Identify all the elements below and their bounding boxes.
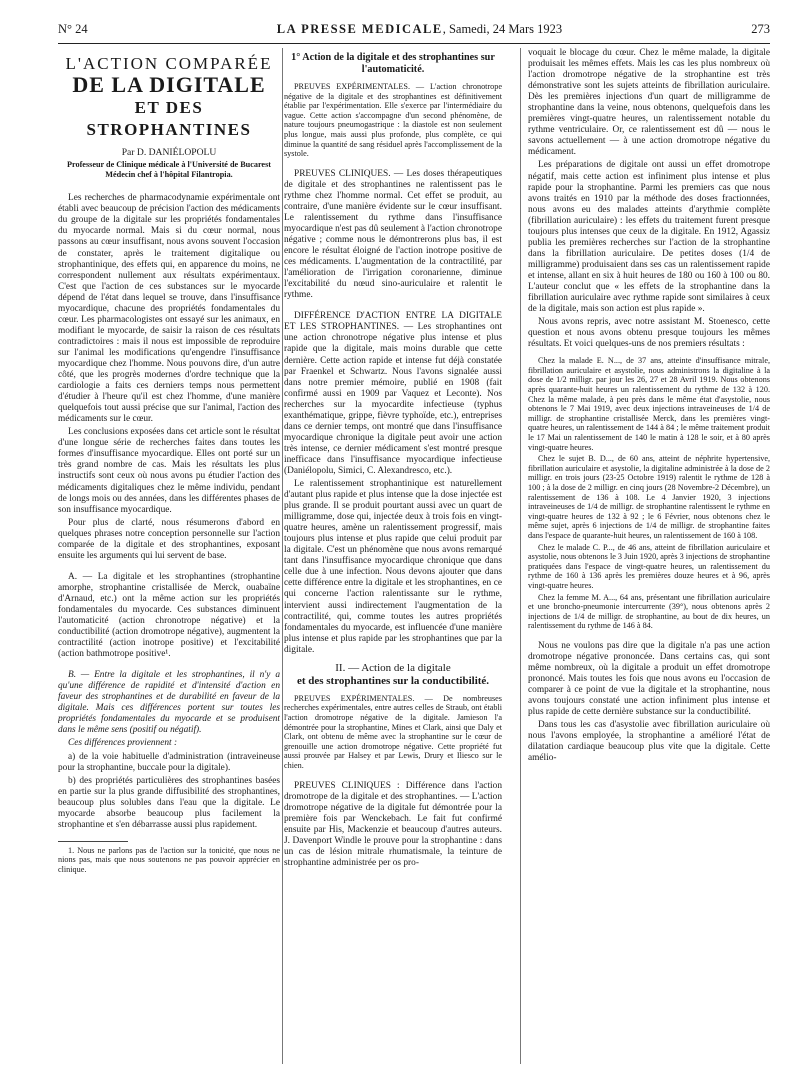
article-author: Par D. DANIÉLOPOLU	[121, 147, 217, 159]
paragraph: Les conclusions exposées dans cet article sont le résultat d'une longue série de recherches faites dans toutes les formes d'insuffisance myocardique. Elles ont porté sur un très grand nombre de cas. Mais les résultats les plus instructifs sont ceux où nous avons pu étudier l'action des médicaments digitaliques chez le même individu, pendant de longs mois ou des années, dans les différentes phases de son insuffisance myocardique.	[58, 427, 280, 515]
article-title-line-1: L'ACTION COMPARÉE	[65, 54, 273, 73]
column-right	[528, 48, 770, 1064]
paragraph: DIFFÉRENCE D'ACTION ENTRE LA DIGITALE ET LES STROPHANTINES. — Les strophantines ont une action chronotrope négative plus intense et plus rapide que la digitale, mais moins durable que cette dernière. Cette action rapide et intense fut déjà constatée par Fraenkel et Schwartz. Nous l'avons signalée aussi dans notre premier mémoire, publié en 1908 (fait confirmé aussi en 1909 par Vaquez et Leconte). Nos recherches sur la myocardite infectieuse (typhus exanthématique, grippe, fièvre typhoïde, etc.), entreprises dans ce dernier temps, ont montré que dans l'insuffisance myocardique chronique la digitale peut avoir une action très intense, ce dernier médicament s'est montré presque inefficace dans l'insuffisance myocardique infectieuse (Daniélopolu, Simici, C. Alexandresco, etc.).	[284, 311, 502, 476]
paragraph-section-b: B. — Entre la digitale et les strophantines, il n'y a qu'une différence de rapidité et d'intensité d'action en faveur des strophantines et de durabilité en faveur de la digitale. Mais ces différences portent sur toutes les propriétés fondamentales du myocarde et se produisent dans le même sens (positif ou négatif).	[58, 670, 280, 736]
article-title-line-2: DE LA DIGITALE	[72, 72, 266, 98]
page-number: 273	[751, 21, 770, 36]
paragraph: voquait le blocage du cœur. Chez le même malade, la digitale produisait les mêmes effets. Mais les cas les plus nombreux où l'action dromotrope négative de la strophantine est très démonstrative sont les sujets atteints de fibrillation auriculaire. Dès les premières injections d'un quart de milligramme de strophantine dans la veine, nous obtenons, quelquefois dans les premières vingt-quatre heures, un ralentissement notable du rythme ventriculaire. Or, ce ralentissement est dû — nous le savons actuellement — à une action dromotrope négative du médicament.	[528, 48, 770, 158]
section-heading-2-line-2: et des strophantines sur la conductibilité.	[296, 674, 490, 687]
section-heading-2	[284, 662, 502, 688]
paragraph: PREUVES CLINIQUES : Différence dans l'action dromotrope de la digitale et des strophantines. — L'action dromotrope négative de la digitale fut démontrée pour la première fois par Wenckebach. Le fait fut confirmé ensuite par His, Mackenzie et beaucoup d'autres auteurs. J. Davenport Windle le prouve pour la strophantine : dans un cas de lésion mitrale rhumatismale, la teinture de strophantine administrée per os pro-	[284, 780, 502, 868]
paragraph-section-a: A. — La digitale et les strophantines (strophantine amorphe, strophantine cristallisée de Merck, ouabaïne d'Arnaud, etc.) ont la même action sur les propriétés fondamentales du myocarde. Ces substances diminuent l'automaticité (action chronotrope négative) et la conductibilité (action dromotrope négative), augmentent la contractilité (action inotrope positive) et l'excitabilité (action bathmotrope positive¹.	[58, 571, 280, 660]
paragraph: Dans tous les cas d'asystolie avec fibrillation auriculaire où nous l'avons employée, la strophantine a amélioré l'état de dilatation cardiaque beaucoup plus vite que la digitale. Cette amélio-	[528, 720, 770, 764]
issue-number: N° 24	[58, 21, 88, 36]
paragraph: Pour plus de clarté, nous résumerons d'abord en quelques phrases notre conception personnelle sur l'action comparée de la digitale et des strophantines, exposant ensuite les arguments qui lui servent de base.	[58, 517, 280, 561]
paragraph: Nous avons repris, avec notre assistant M. Stoenesco, cette question et nous avons obtenu presque toujours les mêmes résultats. Et voici quelques-uns de nos premiers résultats :	[528, 317, 770, 350]
column-rule-left	[282, 48, 283, 1064]
journal-title: LA PRESSE MEDICALE	[276, 21, 443, 36]
case-report: Chez le malade C. P..., de 46 ans, atteint de fibrillation auriculaire et asystolie, nous obtenons le 3 Juin 1920, après 3 injections de strophantine pratiquées dans l'espace de vingt-quatre heures, un ralentissement du rythme de 160 à 136 après les premières douze heures et à 96, après vingt-quatre heures.	[528, 542, 770, 590]
paragraph: Les préparations de digitale ont aussi un effet dromotrope négatif, mais cette action est infiniment plus intense et plus rapide pour la strophantine. Parmi les premiers cas que nous avons traités en 1910 par la méthode des doses fractionnées, nous avons eu des malades atteints d'arythmie complète (fibrillation auriculaire) : les effets du traitement furent presque toujours plus intenses que ceux de la digitale. En 1912, Agassiz publia les premières recherches sur l'action de la strophantine dans la fibrillation auriculaire. De petites doses (1/4 de milligramme) produisaient dans ses cas un ralentissement rapide et intense, allant en six à huit heures de 180 ou 160 à 100 ou 80. L'auteur conclut que « les effets de la strophantine dans la fibrillation auriculaire avec rythme rapide sont similaires à ceux de la digitale, mais son action est plus rapide ».	[528, 160, 770, 315]
paragraph: b) des propriétés particulières des strophantines basées en partie sur la plus grande diffusibilité des strophantines, beaucoup plus solubles dans l'eau que la digitale. Le myocarde absorbe beaucoup plus facilement la strophantine et s'en débarrasse aussi plus rapidement.	[58, 775, 280, 830]
paragraph: PREUVES CLINIQUES. — Les doses thérapeutiques de digitale et des strophantines ne ralentissent pas le rythme chez l'homme normal. Cet effet se produit, au contraire, d'une manière évidente sur le cœur insuffisant. Le ralentissement du rythme dans l'insuffisance myocardique n'est pas dû seulement à l'action chronotrope négative ; comme nous le démontrerons plus bas, il est encore le résultat éloigné de l'action inotrope positive de ces médicaments. L'augmentation de la contractilité, par l'amélioration de l'irrigation coronarienne, diminue l'excitabilité du nœud sino-auriculaire et ralentit le rythme.	[284, 168, 502, 301]
column-left	[58, 48, 280, 1064]
footnote-divider	[58, 841, 128, 842]
paragraph: Les recherches de pharmacodynamie expérimentale ont établi avec beaucoup de précision l'action des médicaments du groupe de la digitale sur les propriétés fondamentales du myocarde normal. Mais si du cœur normal, nous passons au cœur insuffisant, nous avons souvent l'occasion de constater, après le traitement digitalique ou strophantinique, des effets qui, en apparence du moins, ne correspondent nullement aux résultats expérimentaux. C'est que l'action de ces substances sur le myocarde dépend de l'état dans lequel se trouve, dans l'insuffisance myocardique, chacune des propriétés fondamentales du cœur. Les pharmacologistes ont essayé sur les animaux, en modifiant le myocarde, de saisir la raison de ces résultats contradictoires : mais il nous est impossible de reproduire sur l'animal les modifications qu'engendre l'insuffisance myocardique chez l'homme. Nous pouvons dire, d'un autre côté, que les progrès modernes d'ordre technique que la cardiologie a faits ces derniers temps nous permettent d'étudier à l'heure qu'il est chez l'homme, d'une manière quelquefois tout aussi précise que sur l'animal, l'action des médicaments sur le cœur.	[58, 193, 280, 425]
paragraph: Nous ne voulons pas dire que la digitale n'a pas une action dromotrope négative prononcée. Dans certains cas, qui sont même nombreux, où la digitale a produit un effet dromotrope prononcé. Mais toutes les fois que nous avons eu l'occasion de comparer à ce point de vue la digitale et la strophantine, nous avons toujours constaté une action infiniment plus intense et plus rapide de cette dernière substance sur la conductibilité.	[528, 640, 770, 718]
paragraph: PREUVES EXPÉRIMENTALES. — L'action chronotrope négative de la digitale et des strophantines est définitivement établie par l'expérimentation. Elle s'exerce par l'intermédiaire du vague. Cette action s'accompagne d'un second phénomène, de nature toujours pneumogastrique : la diastole est non seulement plus longue, mais aussi plus profonde, plus complète, ce qui diminue la quantité de sang résiduel après l'accomplissement de la systole.	[284, 82, 502, 159]
issue-date: , Samedi, 24 Mars 1923	[442, 21, 563, 36]
paragraph: Ces différences proviennent :	[68, 738, 178, 749]
article-title-line-3: ET DES STROPHANTINES	[86, 98, 252, 140]
page-header	[58, 18, 770, 44]
section-heading-1: 1° Action de la digitale et des strophantines sur l'automaticité.	[291, 52, 495, 75]
case-report: Chez le sujet B. D..., de 60 ans, atteint de néphrite hypertensive, fibrillation auriculaire et asystolie, la digitaline administrée à la dose de 2 milligr. en trois jours (23-25 Octobre 1919) ralentit le rythme de 128 à 100 ; à la dose de 2 milligr. en cinq jours (28 Novembre-2 Décembre), un ralentissement de 136 à 108. Le 4 Janvier 1920, 3 injections intraveineuses de 1/4 de milligr. de strophantine ralentissent le rythme en vingt-quatre heures de 132 à 92 ; le 6 Février, nous obtenons chez le même sujet, après 6 injections de 1/4 de milligr. de strophantine faites dans l'espace de quarante-huit heures, un ralentissement de 160 à 108.	[528, 454, 770, 540]
paragraph: PREUVES EXPÉRIMENTALES. — De nombreuses recherches expérimentales, entre autres celles de Straub, ont établi l'action dromotrope négative de la digitale. Jamieson l'a démontrée pour la strophantine, Mines et Clark, ainsi que Daly et Clark, ont obtenu de même avec la strophantine sur le cœur de grenouille une action dromotrope négative. Cette propriété fut aussi prouvée par Halsey et par Lewis, Drury et Iliesco sur le chien.	[284, 693, 502, 770]
author-affiliation: Professeur de Clinique médicale à l'Université de Bucarest Médecin chef à l'hôpital Filantropia.	[67, 160, 271, 179]
case-report: Chez la femme M. A..., 64 ans, présentant une fibrillation auriculaire et une broncho-pneumonie intercurrente (39°), nous obtenons après 2 injections de 1/4 de milligr. de strophantine, au bout de dix heures, un ralentissement du rythme de 146 à 84.	[528, 592, 770, 631]
section-heading-2-line-1: II. — Action de la digitale	[335, 661, 451, 674]
article-title-block	[58, 54, 280, 179]
column-middle	[284, 48, 502, 1064]
footnote: 1. Nous ne parlons pas de l'action sur la tonicité, que nous ne nions pas, mais que nous soutenons ne pas pouvoir apprécier en clinique.	[58, 845, 280, 875]
paragraph: a) de la voie habituelle d'administration (intraveineuse pour la strophantine, buccale pour la digitale).	[58, 751, 280, 773]
paragraph: Le ralentissement strophantinique est naturellement d'autant plus rapide et plus intense que la dose injectée est plus grande. Il se produit pourtant aussi avec un quart de milligramme, dose qui, injectée deux à trois fois en vingt-quatre heures, amène un ralentissement progressif, mais toujours plus intense et plus rapide que celui produit par la digitale. C'est un phénomène que nous avons remarqué tant dans l'insuffisance myocardique chronique que dans celle due à une infection. Nous devons ajouter que dans cette différence entre la digitale et les strophantines, en ce qui concerne l'action ralentissante sur le rythme, intervient aussi indirectement l'augmentation de la contractilité, qui, comme toutes les autres propriétés fondamentales du myocarde, est influencée d'une manière plus intense et plus rapide par les strophantines que par la digitale.	[284, 479, 502, 655]
case-report: Chez la malade E. N..., de 37 ans, atteinte d'insuffisance mitrale, fibrillation auriculaire et asystolie, nous administrons la digitaline à la dose de 1/2 milligr. par jour les 26, 27 et 28 Avril 1919. Nous obtenons après quarante-huit heures un ralentissement du rythme de 132 à 120. Chez la même malade, à peu près dans le même état d'asystolie, nous obtenons le 7 Mai 1919, avec deux injections intraveineuses de 1/4 de milligr. de strophantine cristallisée Merck, dans les premières vingt-quatre heures, un ralentissement de 144 à 84 ; le même traitement produit le 17 Mai un ralentissement de 140 le matin à 128 le soir, et à 80 après vingt-quatre heures.	[528, 356, 770, 452]
column-rule-right	[520, 48, 521, 1064]
header-center	[277, 22, 562, 37]
